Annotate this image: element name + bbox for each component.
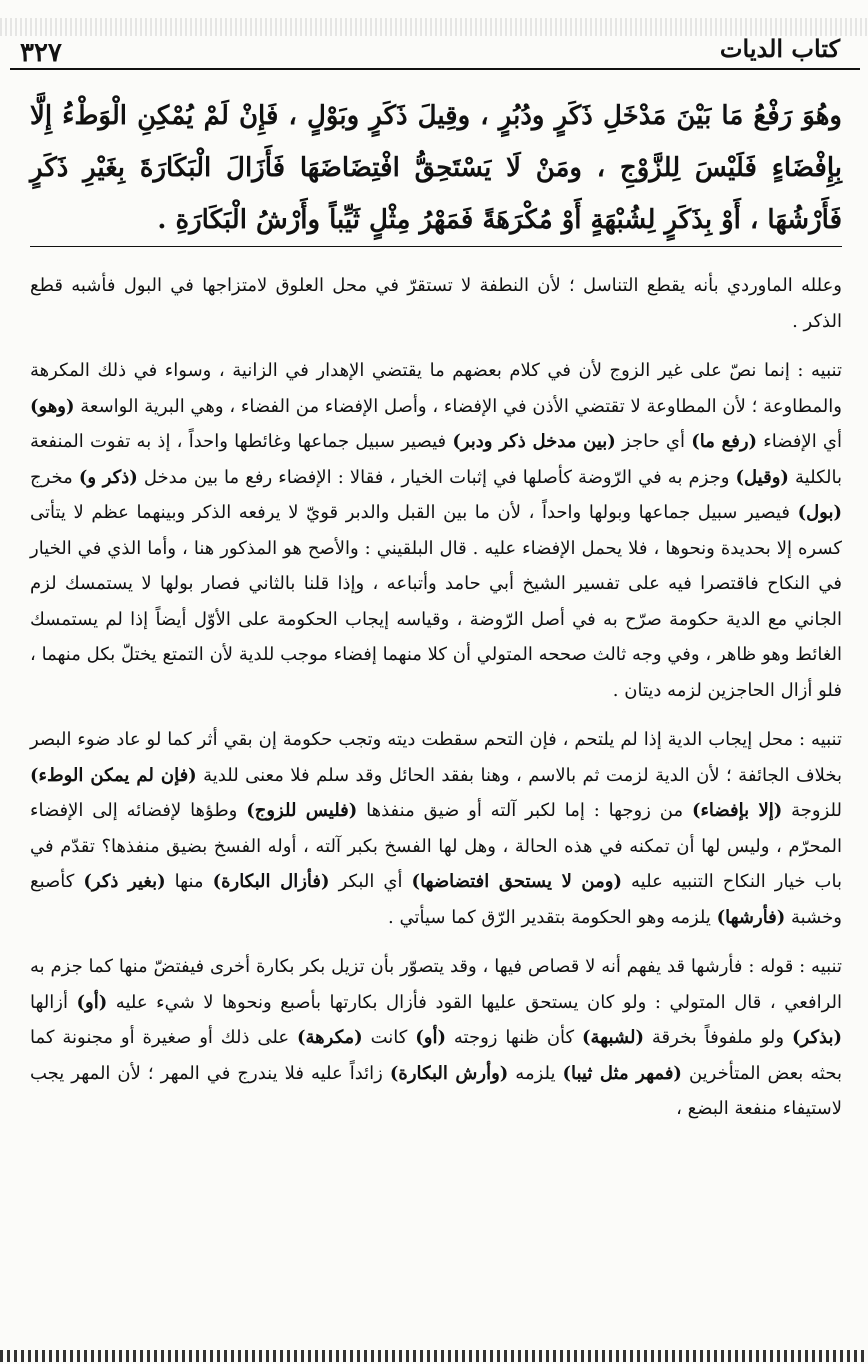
matn-quote: (بول): [797, 502, 842, 523]
commentary-paragraph-3: تنبيه : محل إيجاب الدية إذا لم يلتحم ، فإن التحم سقطت ديته وتجب حكومة إن بقي أثر كما لو عاد ضوء البصر بخلاف الجائفة ؛ لأن الدية لزمت ثم بالاسم ، وهنا بفقد الحائل وقد سلم فلا معنى للدية (فإن لم يمكن الوطء) للزوجة (إلا بإفضاء) من زوجها : إما لكبر آلته أو ضيق منفذها (فليس للزوج) وطؤها لإفضائه إلى الإفضاء المحرّم ، وليس لها أن تمكنه في هذه الحالة ، وهل لها الفسخ بكبر آلته ، أوله الفسخ بضيق منفذها؟ تقدّم في باب خيار النكاح التنبيه عليه (ومن لا يستحق افتضاضها) أي البكر (فأزال البكارة) منها (بغير ذكر) كأصبع وخشبة (فأرشها) يلزمه وهو الحكومة بتقدير الرّق كما سيأتي .: [30, 729, 843, 928]
matn-quote: (فأرشها): [716, 906, 786, 928]
matn-text: وهُوَ رَفْعُ مَا بَيْنَ مَدْخَلِ ذَكَرٍ ودُبُرٍ ، وقِيلَ ذَكَرٍ وبَوْلٍ ، فَإِنْ لَمْ يُمْكِنِ الْوَطْءُ إِلَّا بِإِفْضَاءٍ فَلَيْسَ لِلزَّوْجِ ، ومَنْ لَا يَسْتَحِقُّ افْتِضَاضَهَا فَأَزَالَ الْبَكَارَةَ بِغَيْرِ ذَكَرٍ فَأَرْشُهَا ، أَوْ بِذَكَرٍ لِشُبْهَةٍ أَوْ مُكْرَهَةً فَمَهْرُ مِثْلٍ ثَيِّباً وأَرْشُ الْبَكَارَةِ .: [30, 101, 842, 235]
matn-quote: (إلا بإفضاء): [691, 800, 783, 821]
matn-quote: (وأرش البكارة): [389, 1062, 509, 1084]
matn-quote: (بين مدخل ذكر ودبر): [452, 431, 616, 452]
matn-quote: (فإن لم يمكن الوطء): [30, 764, 197, 786]
matn-quote: (أو): [76, 991, 108, 1013]
commentary-paragraph-4: تنبيه : قوله : فأرشها قد يفهم أنه لا قصاص فيها ، وقد يتصوّر بأن تزيل بكر بكارة أخرى فيفتضّ منها كما جزم به الرافعي ، قال المتولي : ولو كان يستحق عليها القود فأزال بكارتها بأصبع ونحوها لا شيء عليه (أو) أزالها (بذكر) ولو ملفوفاً بخرقة (لشبهة) كأن ظنها زوجته (أو) كانت (مكرهة) على ذلك أو صغيرة أو مجنونة كما بحثه بعض المتأخرين (فمهر مثل ثيبا) يلزمه (وأرش البكارة) زائداً عليه فلا يندرج في المهر ؛ لأن المهر يجب لاستيفاء منفعة البضع ،: [30, 956, 843, 1119]
matn-quote: (فأزال البكارة): [212, 871, 330, 892]
matn-quote: (بغير ذكر): [83, 871, 166, 892]
matn-quote: (وهو): [30, 395, 75, 417]
matn-quote: (بذكر): [792, 1027, 842, 1048]
matn-quote: (فليس للزوج): [246, 800, 358, 821]
matn-quote: (فمهر مثل ثيبا): [562, 1062, 682, 1084]
commentary-paragraph-1: وعلله الماوردي بأنه يقطع التناسل ؛ لأن النطفة لا تستقرّ في محل العلوق لامتزاجها في البول فأشبه قطع الذكر .: [30, 275, 842, 332]
matn-quote: (رفع ما): [691, 431, 758, 452]
matn-quote: (لشبهة): [582, 1027, 644, 1048]
page-number: ٣٢٧: [20, 38, 62, 68]
matn-quote: (ومن لا يستحق افتضاضها): [411, 871, 622, 892]
commentary: [30, 268, 842, 1141]
commentary-paragraph-2: تنبيه : إنما نصّ على غير الزوج لأن في كلام بعضهم ما يقتضي الإهدار في الزانية ، وسواء في ذلك المكرهة والمطاوعة ؛ لأن المطاوعة لا تقتضي الأذن في الإفضاء ، وأصل الإفضاء من الفضاء ، وهي البرية الواسعة (وهو) أي الإفضاء (رفع ما) أي حاجز (بين مدخل ذكر ودبر) فيصير سبيل جماعها وغائطها واحداً ، إذ به تفوت المنفعة بالكلية (وقيل) وجزم به في الرّوضة كأصلها في إثبات الخيار ، فقالا : الإفضاء رفع ما بين مدخل (ذكر و) مخرج (بول) فيصير سبيل جماعها وبولها واحداً ، لأن ما بين القبل والدبر قويّ لا يرفعه الذكر وبينهما عظم لا يتأتى كسره إلا بحديدة ونحوها ، فلا يحمل الإفضاء عليه . قال البلقيني : والأصح هو المذكور هنا ، وأما الذي في الخيار في النكاح فاقتصرا فيه على تفسير الشيخ أبي حامد وأتباعه ، وإذا قلنا بالثاني فصار بولها لا يستمسك لزم الجاني مع الدية حكومة صرّح به في أصل الرّوضة ، وقياسه إيجاب الحكومة على الأوّل أيضاً إذا لم يستمسك الغائط وهو ظاهر ، وفي وجه ثالث صححه المتولي أن كلا منهما إفضاء موجب للدية لأن التمتع يختلّ بكل منهما ، فلو أزال الحاجزين لزمه ديتان .: [30, 360, 842, 701]
matn-separator: [30, 246, 842, 247]
bottom-ornament: [0, 1350, 868, 1362]
matn-quote: (مكرهة): [296, 1027, 363, 1048]
matn-quote: (أو): [415, 1027, 446, 1048]
matn-quote: (ذكر و): [78, 466, 138, 488]
matn-quote: (وقيل): [735, 466, 789, 488]
running-header-title: كتاب الديات: [719, 34, 840, 63]
header-rule: [10, 68, 860, 70]
